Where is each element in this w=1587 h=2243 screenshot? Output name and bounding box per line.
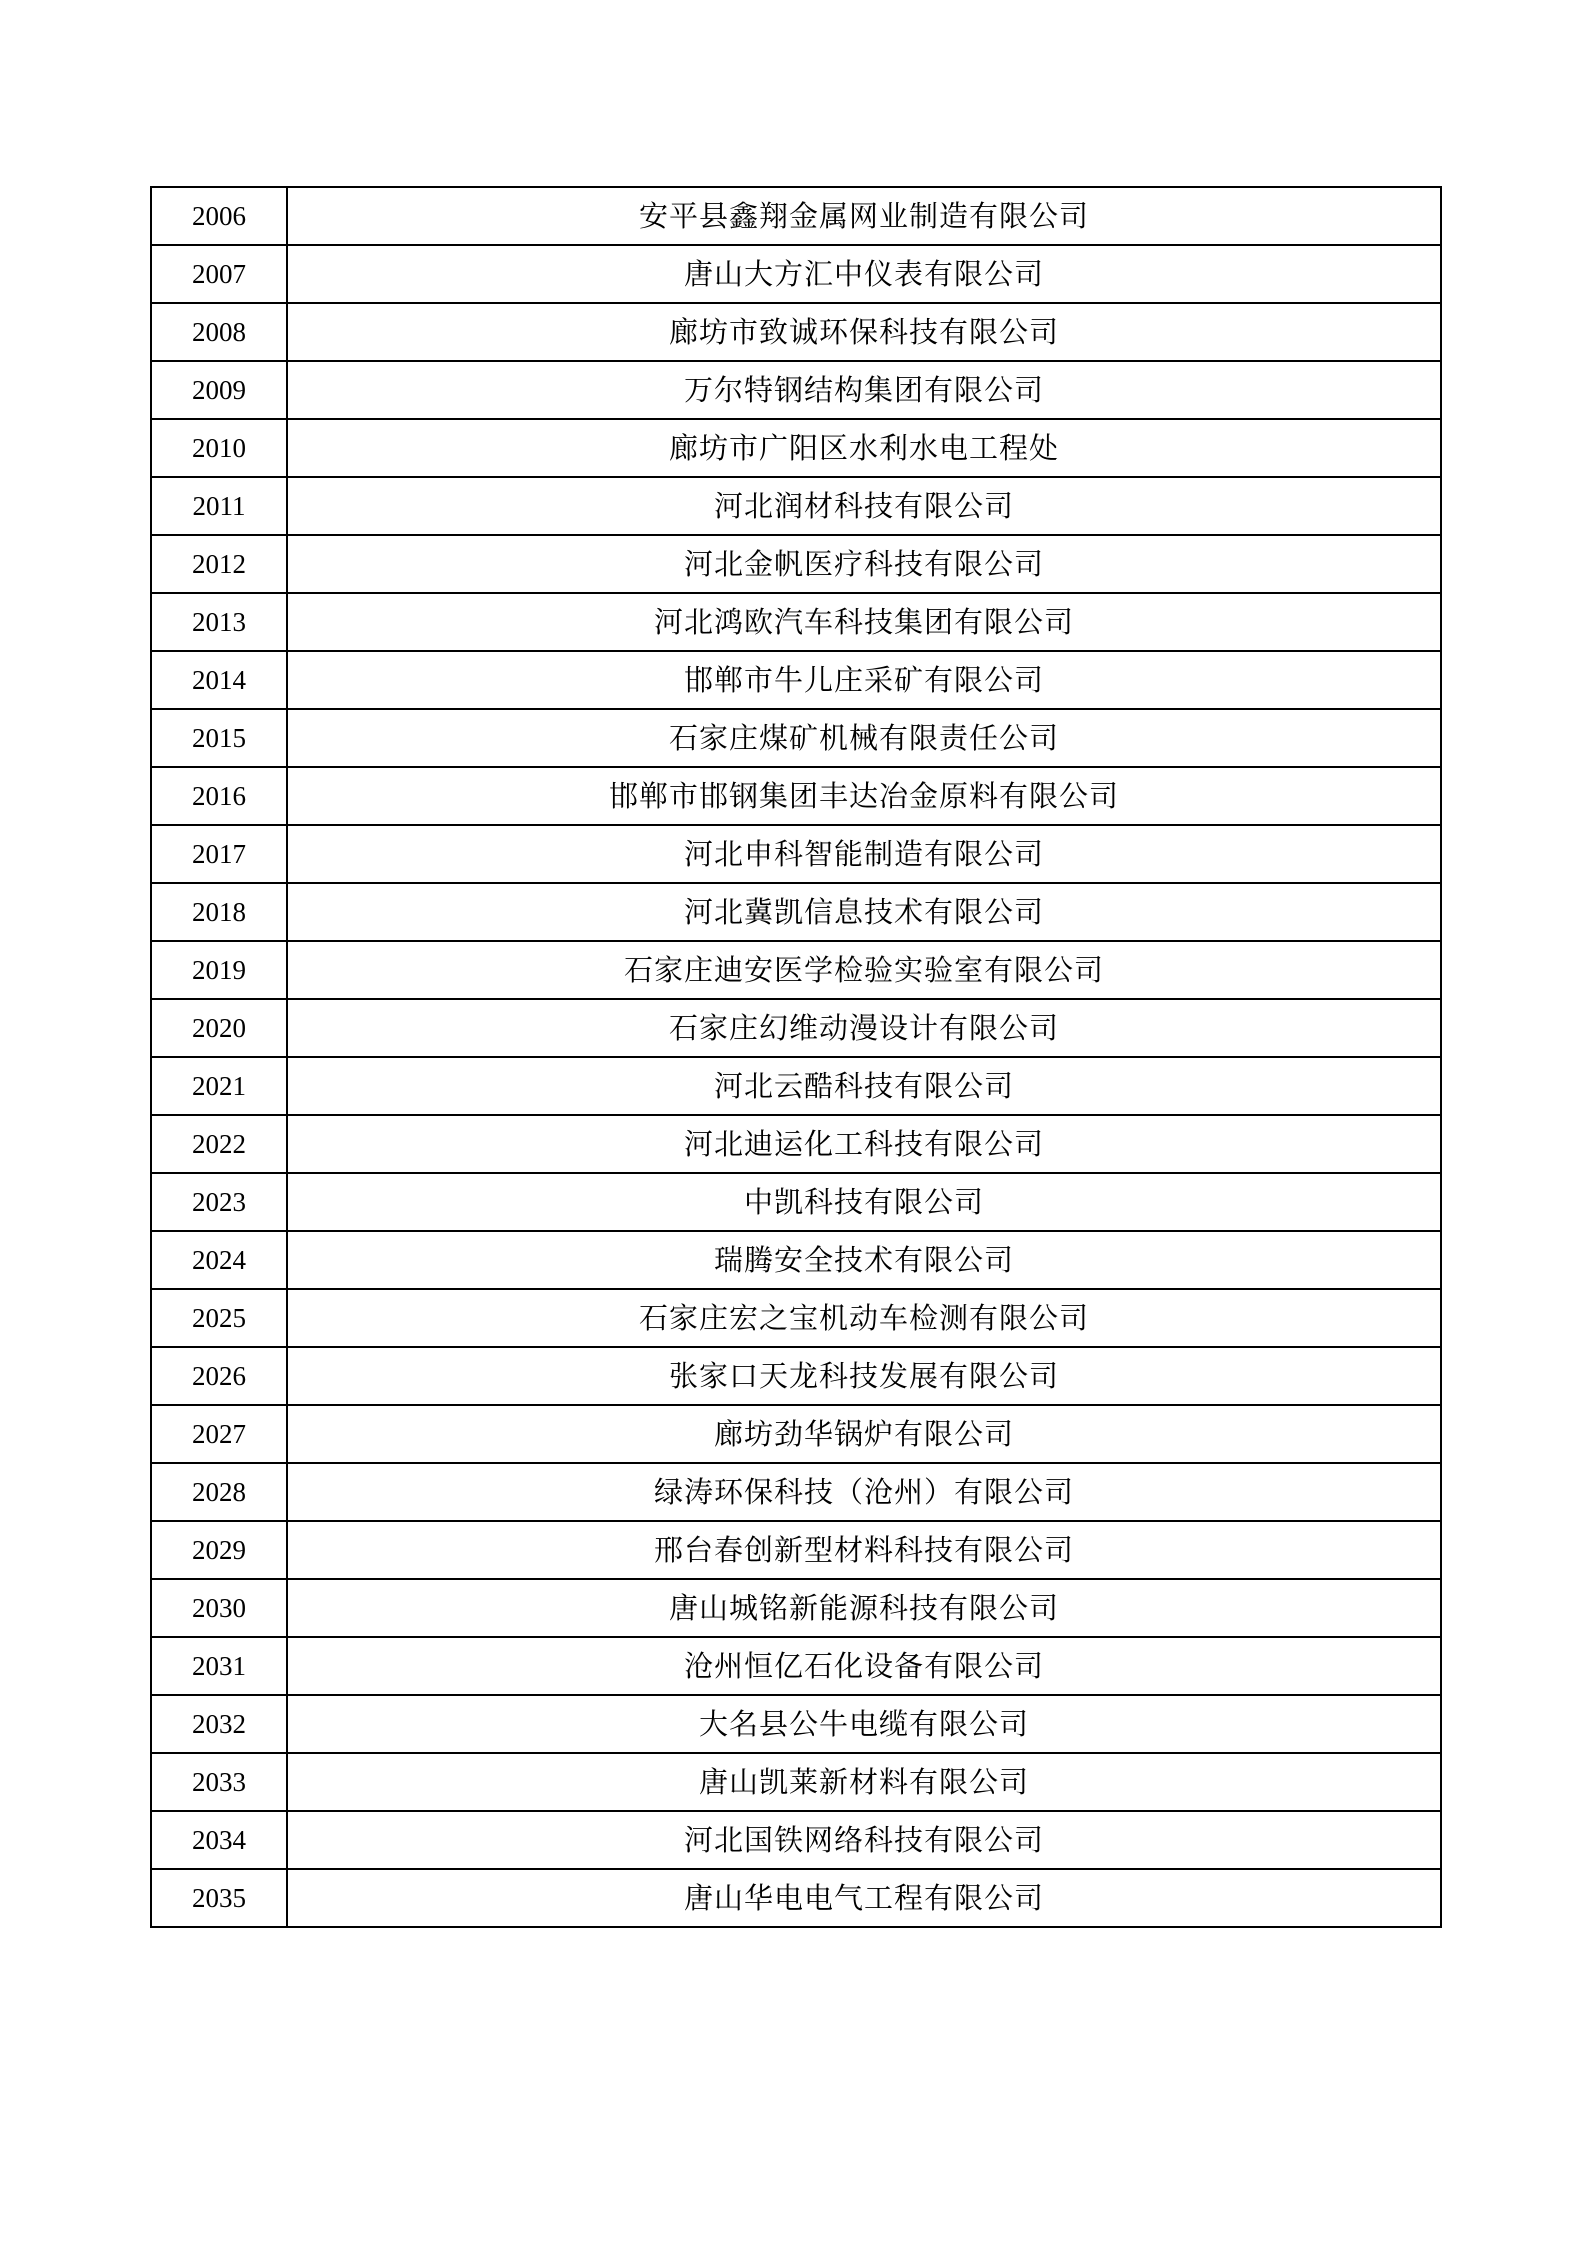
company-name: 河北金帆医疗科技有限公司: [287, 535, 1441, 593]
company-name: 廊坊劲华锅炉有限公司: [287, 1405, 1441, 1463]
row-number: 2016: [151, 767, 287, 825]
row-number: 2029: [151, 1521, 287, 1579]
company-name: 石家庄迪安医学检验实验室有限公司: [287, 941, 1441, 999]
table-row: [151, 651, 1441, 709]
row-number: 2013: [151, 593, 287, 651]
company-name: 石家庄煤矿机械有限责任公司: [287, 709, 1441, 767]
row-number: 2012: [151, 535, 287, 593]
table-row: [151, 303, 1441, 361]
row-number: 2008: [151, 303, 287, 361]
row-number: 2023: [151, 1173, 287, 1231]
company-name: 安平县鑫翔金属网业制造有限公司: [287, 187, 1441, 245]
company-name: 万尔特钢结构集团有限公司: [287, 361, 1441, 419]
table-row: [151, 709, 1441, 767]
row-number: 2022: [151, 1115, 287, 1173]
table-row: [151, 245, 1441, 303]
company-name: 唐山城铭新能源科技有限公司: [287, 1579, 1441, 1637]
table-row: [151, 1463, 1441, 1521]
row-number: 2024: [151, 1231, 287, 1289]
company-name: 河北申科智能制造有限公司: [287, 825, 1441, 883]
row-number: 2010: [151, 419, 287, 477]
row-number: 2026: [151, 1347, 287, 1405]
row-number: 2007: [151, 245, 287, 303]
table-row: [151, 1405, 1441, 1463]
company-name: 唐山华电电气工程有限公司: [287, 1869, 1441, 1927]
row-number: 2025: [151, 1289, 287, 1347]
company-name: 河北鸿欧汽车科技集团有限公司: [287, 593, 1441, 651]
table-row: [151, 941, 1441, 999]
row-number: 2031: [151, 1637, 287, 1695]
table-row: [151, 1057, 1441, 1115]
row-number: 2018: [151, 883, 287, 941]
row-number: 2027: [151, 1405, 287, 1463]
company-name: 邯郸市邯钢集团丰达冶金原料有限公司: [287, 767, 1441, 825]
row-number: 2033: [151, 1753, 287, 1811]
company-name: 中凯科技有限公司: [287, 1173, 1441, 1231]
row-number: 2019: [151, 941, 287, 999]
company-name: 大名县公牛电缆有限公司: [287, 1695, 1441, 1753]
row-number: 2017: [151, 825, 287, 883]
row-number: 2015: [151, 709, 287, 767]
company-name: 河北冀凯信息技术有限公司: [287, 883, 1441, 941]
table-row: [151, 1115, 1441, 1173]
row-number: 2032: [151, 1695, 287, 1753]
company-name: 邯郸市牛儿庄采矿有限公司: [287, 651, 1441, 709]
row-number: 2021: [151, 1057, 287, 1115]
company-list-table: [150, 186, 1442, 1928]
table-row: [151, 1347, 1441, 1405]
table-row: [151, 1521, 1441, 1579]
row-number: 2006: [151, 187, 287, 245]
row-number: 2020: [151, 999, 287, 1057]
company-name: 廊坊市致诚环保科技有限公司: [287, 303, 1441, 361]
row-number: 2009: [151, 361, 287, 419]
company-name: 绿涛环保科技（沧州）有限公司: [287, 1463, 1441, 1521]
table-row: [151, 999, 1441, 1057]
company-name: 河北云酷科技有限公司: [287, 1057, 1441, 1115]
company-name: 石家庄宏之宝机动车检测有限公司: [287, 1289, 1441, 1347]
company-name: 廊坊市广阳区水利水电工程处: [287, 419, 1441, 477]
company-name: 唐山凯莱新材料有限公司: [287, 1753, 1441, 1811]
table-row: [151, 1753, 1441, 1811]
table-row: [151, 1579, 1441, 1637]
company-name: 石家庄幻维动漫设计有限公司: [287, 999, 1441, 1057]
table-row: [151, 1695, 1441, 1753]
row-number: 2011: [151, 477, 287, 535]
table-row: [151, 1231, 1441, 1289]
row-number: 2030: [151, 1579, 287, 1637]
company-name: 唐山大方汇中仪表有限公司: [287, 245, 1441, 303]
table-row: [151, 767, 1441, 825]
table-row: [151, 1289, 1441, 1347]
row-number: 2014: [151, 651, 287, 709]
company-name: 河北迪运化工科技有限公司: [287, 1115, 1441, 1173]
table-row: [151, 593, 1441, 651]
table-row: [151, 361, 1441, 419]
company-name: 瑞腾安全技术有限公司: [287, 1231, 1441, 1289]
table-row: [151, 883, 1441, 941]
company-name: 张家口天龙科技发展有限公司: [287, 1347, 1441, 1405]
row-number: 2028: [151, 1463, 287, 1521]
row-number: 2034: [151, 1811, 287, 1869]
table-row: [151, 535, 1441, 593]
table-row: [151, 419, 1441, 477]
table-row: [151, 1173, 1441, 1231]
table-row: [151, 1869, 1441, 1927]
company-name: 河北润材科技有限公司: [287, 477, 1441, 535]
company-name: 沧州恒亿石化设备有限公司: [287, 1637, 1441, 1695]
company-name: 邢台春创新型材料科技有限公司: [287, 1521, 1441, 1579]
table-row: [151, 825, 1441, 883]
table-row: [151, 477, 1441, 535]
row-number: 2035: [151, 1869, 287, 1927]
table-row: [151, 187, 1441, 245]
table-row: [151, 1637, 1441, 1695]
table-row: [151, 1811, 1441, 1869]
company-name: 河北国铁网络科技有限公司: [287, 1811, 1441, 1869]
